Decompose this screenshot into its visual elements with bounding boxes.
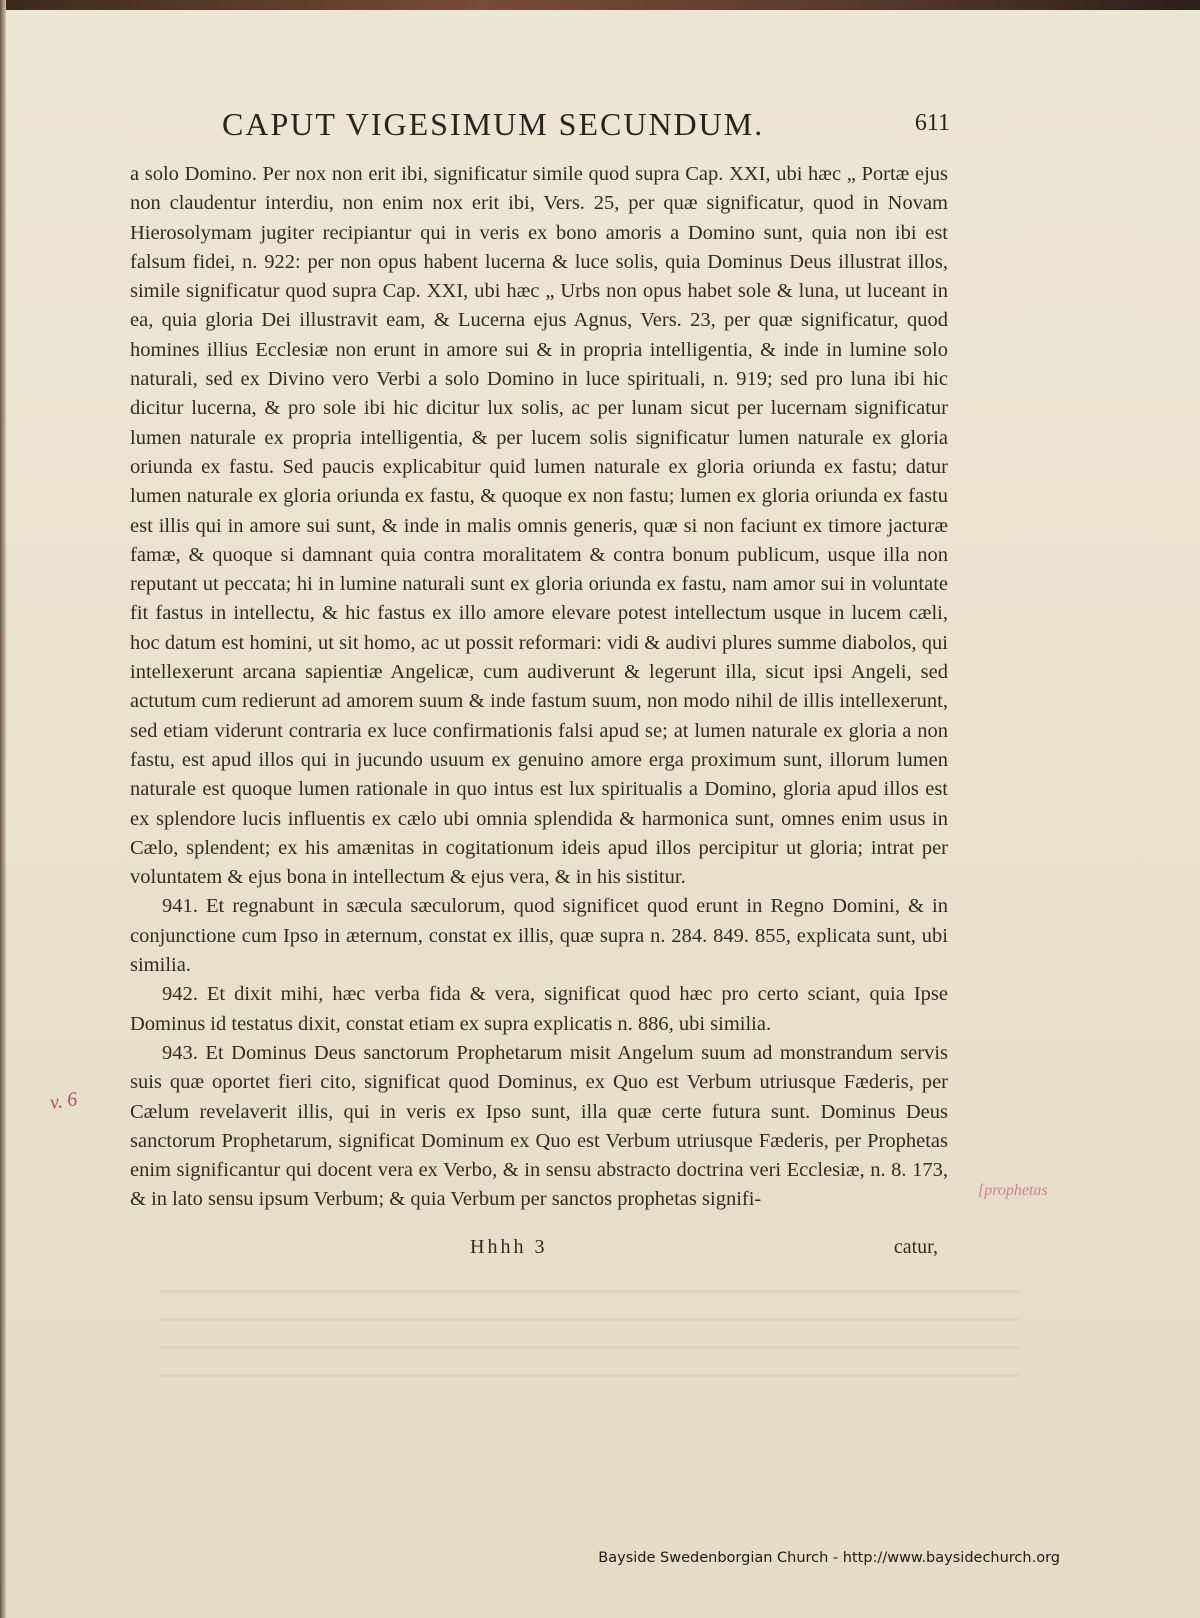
signature-mark: Hhhh 3 — [470, 1236, 548, 1258]
show-through-text — [160, 1290, 1020, 1380]
page-number: 611 — [914, 110, 950, 136]
book-top-edge — [0, 0, 1200, 10]
paragraph-943: 943. Et Dominus Deus sanctorum Prophetarum misit Angelum suum ad monstrandum servis suis quæ oportet fieri cito, significat quod Dominus, ex Quo est Verbum utriusque Fæderis, per Cælum revelaverit illis, qui in veris ex Ipso sunt, illa quæ certe futura sunt. Dominus Deus sanctorum Prophetarum, significat Dominum ex Quo est Verbum utriusque Fæderis, per Prophetas enim significantur qui docent vera ex Verbo, & in sensu abstracto doctrina veri Ecclesiæ, n. 8. 173, & in lato sensu ipsum Verbum; & quia Verbum per sanctos prophetas signifi- — [130, 1041, 948, 1211]
catchword: catur, — [893, 1236, 938, 1258]
margin-note-left: v. 6 — [48, 1088, 79, 1114]
running-title: CAPUT VIGESIMUM SECUNDUM. — [222, 106, 765, 142]
paragraph-continued: a solo Domino. Per nox non erit ibi, significatur simile quod supra Cap. XXI, ubi hæc „ Portæ ejus non claudentur interdiu, non enim nox erit ibi, Vers. 25, per quæ significatur, quod in Novam Hierosolymam jugiter recipiantur qui in veris ex bono amoris a Domino sunt, quia non ibi est falsum fidei, n. 922: per non opus habent lucerna & luce solis, quia Dominus Deus illustrat illos, simile significatur quod supra Cap. XXI, ubi hæc „ Urbs non opus habet sole & luna, ut luceant in ea, quia gloria Dei illustravit eam, & Lucerna ejus Agnus, Vers. 23, per quæ significatur, quod homines illius Ecclesiæ non erunt in amore sui & in propria intelligentia, & inde in lumine solo naturali, sed ex Divino vero Verbi a solo Domino in luce spirituali, n. 919; sed pro luna ibi hic dicitur lucerna, & pro sole ibi hic dicitur lux solis, ac per lunam sicut per lucernam significatur lumen naturale ex propria intelligentia, & per lucem solis significatur lumen naturale ex gloria oriunda ex fastu. Sed paucis explicabitur quid lumen naturale ex gloria oriunda ex fastu; datur lumen naturale ex gloria oriunda ex fastu, & quoque ex non fastu; lumen ex gloria oriunda ex fastu est illis qui in amore sui sunt, & inde in malis omnis generis, quæ si non faciunt ex timore jacturæ famæ, & quoque si damnant quia contra moralitatem & contra bonum publicum, usque illa non reputant ut peccata; hi in lumine naturali sunt ex gloria oriunda ex fastu, nam amor sui in voluntate fit fastus in intellectu, & hic fastus ex illo amore elevare potest intellectum usque in lucem cæli, hoc datum est homini, ut sit homo, ac ut possit reformari: vidi & audivi plures summe diabolos, qui intellexerunt arcana sapientiæ Angelicæ, cum audiverunt & legerunt illa, sicut ipsi Angeli, sed actutum cum redierunt ad amorem suum & inde fastum suum, non modo nihil de illis intellexerunt, sed etiam viderunt contraria ex luce confirmationis falsi apud se; at lumen naturale ex gloria a non fastu, est apud illos qui in jucundo usuum ex genuino amore erga proximum sunt, illorum lumen naturale est quoque lumen rationale in quo intus est lux spiritualis a Domino, gloria apud illos est ex splendore lucis influentis ex cælo ubi omnia splendida & harmonica sunt, omnes enim usus in Cælo, splendent; ex his amænitas in cogitationum ideis apud illos percipitur ut gloria; intrat per voluntatem & ejus bona in intellectum & ejus vera, & in his sistitur. — [130, 163, 948, 889]
margin-note-right: [prophetas — [978, 1182, 1048, 1199]
paragraph-941: 941. Et regnabunt in sæcula sæculorum, quod significet quod erunt in Regno Domini, & in conjunctione cum Ipso in æternum, constat ex illis, quæ supra n. 284. 849. 855, explicata sunt, ubi similia. — [130, 895, 948, 977]
paragraph-942: 942. Et dixit mihi, hæc verba fida & vera, significat quod hæc pro certo sciant, quia Ipse Dominus id testatus dixit, constat etiam ex supra explicatis n. 886, ubi similia. — [130, 983, 948, 1035]
body-text — [130, 160, 948, 1215]
credit-line: Bayside Swedenborgian Church - http://www.baysidechurch.org — [598, 1550, 1060, 1566]
page-header — [210, 100, 950, 150]
book-spine-edge — [0, 0, 6, 1618]
